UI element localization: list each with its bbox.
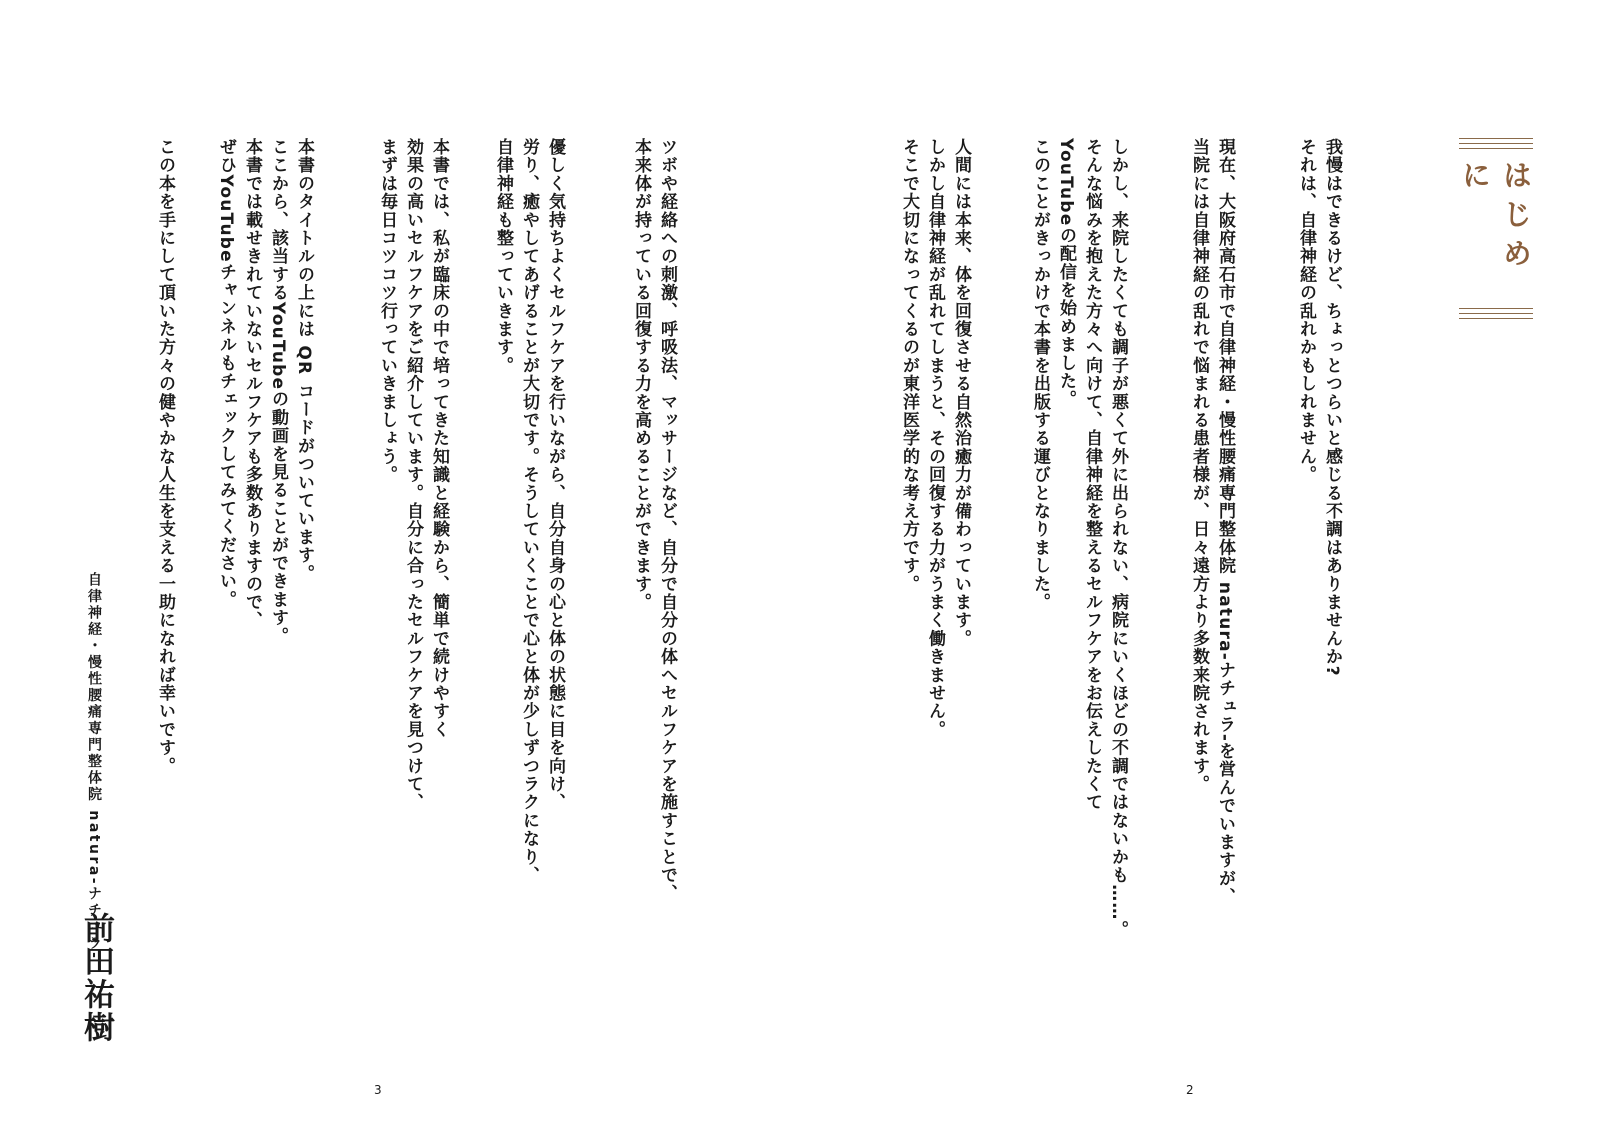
intro-paragraph-2: 現在、大阪府高石市で自律神経・慢性腰痛専門整体院 natura-ナチュラ-を営んでいますが、 当院には自律神経の乱れで悩まれる患者様が、日々遠方より多数来院されます。 bbox=[1189, 138, 1235, 906]
body-paragraph-2: 優しく気持ちよくセルフケアを行いながら、自分自身の心と体の状態に目を向け、 労り、癒やしてあげることが大切です。そうしていくことで心と体が少しずつラクになり、 自律神経も整っていきます。 bbox=[493, 138, 565, 885]
page-number-right: 2 bbox=[1186, 1083, 1194, 1097]
body-paragraph-1: ツボや経絡への刺激、呼吸法、マッサージなど、自分で自分の体へセルフケアを施すことで、 本来体が持っている回復する力を高めることができます。 bbox=[631, 138, 677, 903]
body-paragraph-4: 本書のタイトルの上には QR コードがついています。 ここから、該当するYouTubeの動画を見ることができます。 本書では載せきれていないセルフケアも多数ありますので、 ぜひYouTubeチャンネルもチェックしてみてください。 bbox=[216, 138, 314, 646]
body-paragraph-5: この本を手にして頂いた方々の健やかな人生を支える一助になれば幸いです。 bbox=[155, 138, 175, 775]
right-page bbox=[800, 0, 1600, 1135]
intro-paragraph-4: 人間には本来、体を回復させる自然治癒力が備わっています。 しかし自律神経が乱れてしまうと、その回復する力がうまく働きません。 そこで大切になってくるのが東洋医学的な考え方です。 bbox=[899, 138, 971, 739]
page-number-left: 3 bbox=[374, 1083, 382, 1097]
heading-rule-bottom-1 bbox=[1459, 308, 1533, 309]
intro-paragraph-3: しかし、来院したくても調子が悪くて外に出られない、病院にいくほどの不調ではないかも……。 そんな悩みを抱えた方々へ向けて、自律神経を整えるセルフケアをお伝えしたくて YouTubeの配信を始めました。 このことがきっかけで本書を出版する運びとなりました。 bbox=[1030, 138, 1128, 939]
heading-rule-bottom-2 bbox=[1459, 313, 1533, 314]
heading-rule-top-3 bbox=[1459, 148, 1533, 149]
heading-rule-bottom-3 bbox=[1459, 318, 1533, 319]
heading-rule-top-2 bbox=[1459, 143, 1533, 144]
page-title: はじめに bbox=[1458, 160, 1533, 277]
heading-rule-top-1 bbox=[1459, 138, 1533, 139]
intro-paragraph-1: 我慢はできるけど、ちょっとつらいと感じる不調はありませんか? それは、自律神経の乱れかもしれません。 bbox=[1296, 138, 1342, 677]
heading-box bbox=[1459, 138, 1533, 320]
signature-affiliation: 自律神経・慢性腰痛専門整体院 natura-ナチュラ- bbox=[86, 572, 102, 961]
body-paragraph-3: 本書では、私が臨床の中で培ってきた知識と経験から、簡単で続けやすく 効果の高いセルフケアをご紹介しています。自分に合ったセルフケアを見つけて、 まずは毎日コツコツ行っていきましょう。 bbox=[377, 138, 449, 812]
signature-name: 前田祐樹 bbox=[78, 912, 114, 1044]
